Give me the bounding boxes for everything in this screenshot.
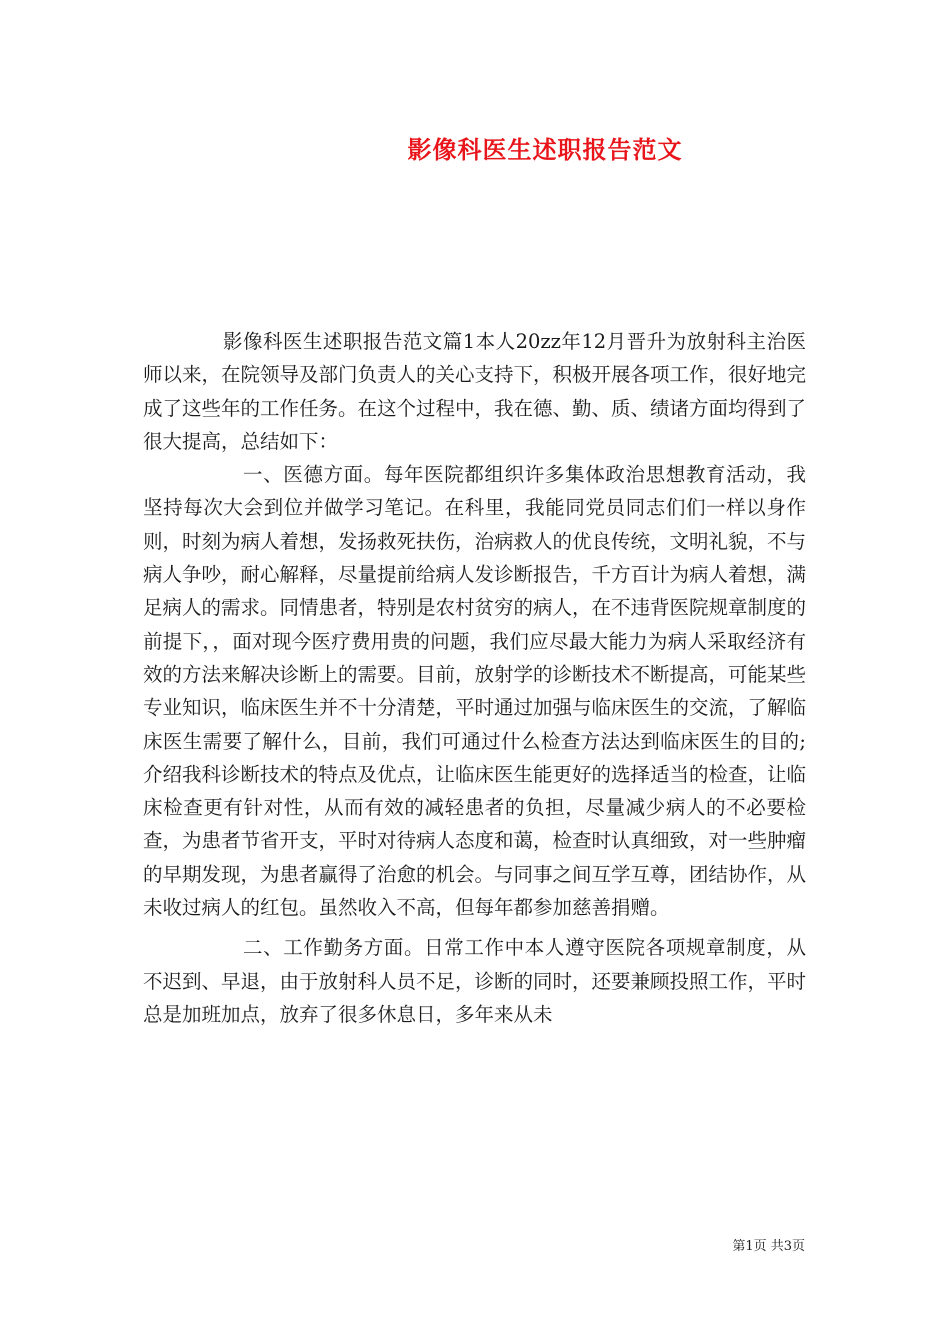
paragraph-medical-ethics: 一、医德方面。每年医院都组织许多集体政治思想教育活动，我坚持每次大会到位并做学习笔记。在科里，我能同党员同志们们一样以身作则，时刻为病人着想，发扬救死扶伤，治病救人的优良传统，文明礼貌，不与病人争吵，耐心解释，尽量提前给病人发诊断报告，千方百计为病人着想，满足病人的需求。同情患者，特别是农村贫穷的病人，在不违背医院规章制度的前提下，，面对现今医疗费用贵的问题，我们应尽最大能力为病人采取经济有效的方法来解决诊断上的需要。目前，放射学的诊断技术不断提高，可能某些专业知识，临床医生并不十分清楚，平时通过加强与临床医生的交流，了解临床医生需要了解什么，目前，我们可通过什么检查方法达到临床医生的目的;介绍我科诊断技术的特点及优点，让临床医生能更好的选择适当的检查，让临床检查更有针对性，从而有效的减轻患者的负担，尽量减少病人的不必要检查，为患者节省开支，平时对待病人态度和蔼，检查时认真细致，对一些肿瘤的早期发现，为患者赢得了治愈的机会。与同事之间互学互尊，团结协作，从未收过病人的红包。虽然收入不高，但每年都参加慈善捐赠。 — [143, 463, 807, 920]
document-title: 影像科医生述职报告范文 — [407, 135, 683, 164]
document-body — [143, 325, 806, 1031]
paragraph-work-diligence: 二、工作勤务方面。日常工作中本人遵守医院各项规章制度，从不迟到、早退，由于放射科人员不足，诊断的同时，还要兼顾投照工作，平时总是加班加点，放弃了很多休息日，多年来从未 — [143, 936, 807, 1026]
paragraph-intro: 影像科医生述职报告范文篇1本人20zz年12月晋升为放射科主治医师以来，在院领导及部门负责人的关心支持下，积极开展各项工作，很好地完成了这些年的工作任务。在这个过程中，我在德、勤、质、绩诸方面均得到了很大提高，总结如下： — [143, 330, 807, 453]
page-number: 第1页 共3页 — [732, 1239, 805, 1254]
